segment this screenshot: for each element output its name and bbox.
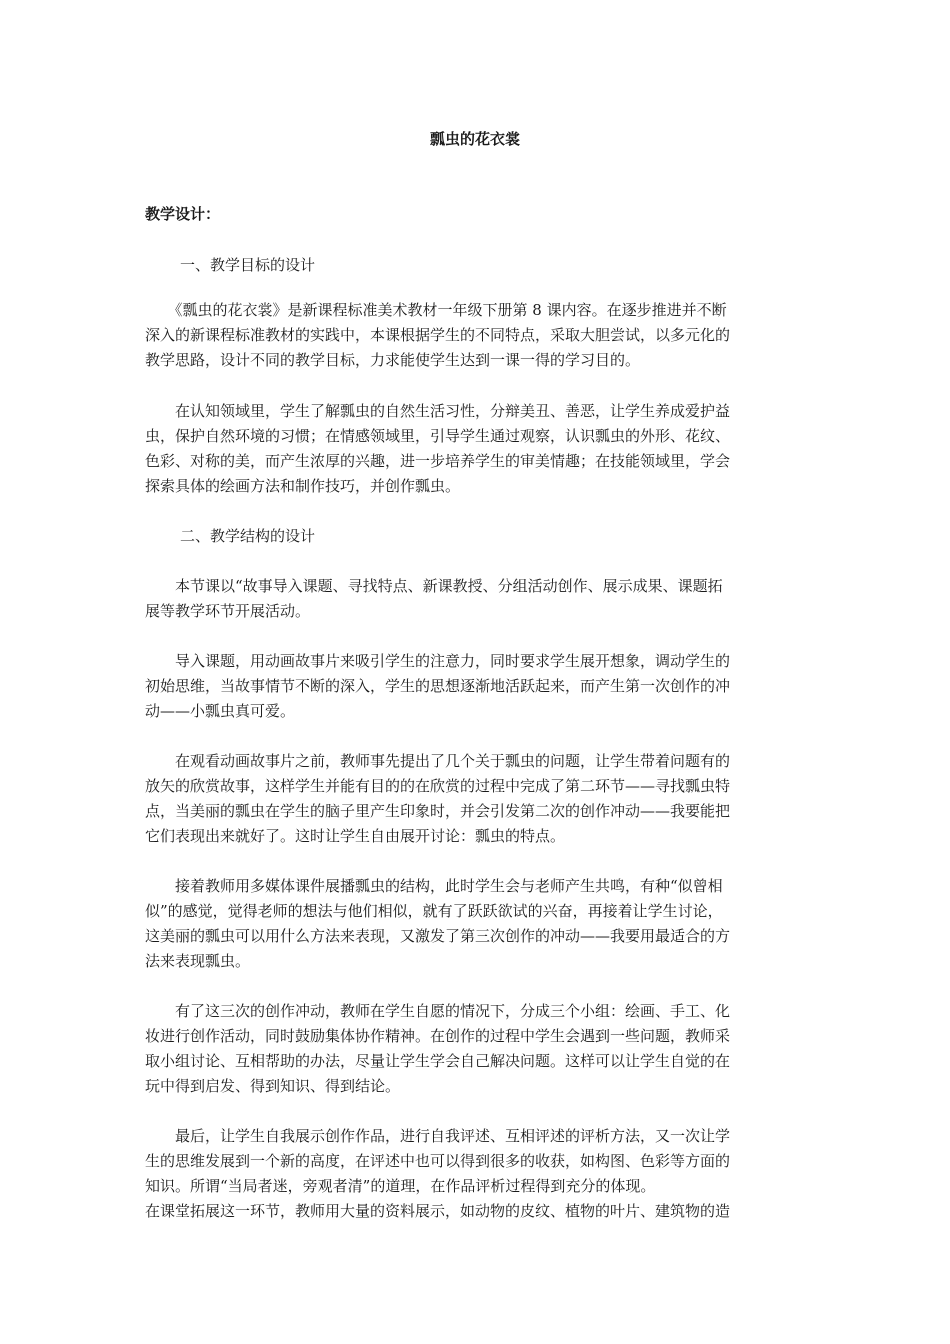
paragraph-3 [145,574,807,624]
subheading-teaching-goals: 一、教学目标的设计 [180,256,316,274]
paragraph-line: 接着教师用多媒体课件展播瓢虫的结构，此时学生会与老师产生共鸣，有种“似曾相 [145,877,723,895]
paragraph-line: 取小组讨论、互相帮助的办法，尽量让学生学会自己解决问题。这样可以让学生自觉的在 [145,1052,731,1070]
paragraph-line: 有了这三次的创作冲动，教师在学生自愿的情况下，分成三个小组：绘画、手工、化 [145,1002,731,1020]
paragraph-line: 探索具体的绘画方法和制作技巧，并创作瓢虫。 [145,477,461,495]
paragraph-line: 法来表现瓢虫。 [145,952,251,970]
paragraph-line: 教学思路，设计不同的教学目标，力求能使学生达到一课一得的学习目的。 [145,351,641,369]
paragraph-8 [145,1124,807,1224]
paragraph-line: 动——小瓢虫真可爱。 [145,702,296,720]
paragraph-line: 放矢的欣赏故事，这样学生并能有目的的在欣赏的过程中完成了第二环节——寻找瓢虫特 [145,777,731,795]
paragraph-line: 虫，保护自然环境的习惯；在情感领域里，引导学生通过观察，认识瓢虫的外形、花纹、 [145,427,731,445]
paragraph-line: 深入的新课程标准教材的实践中，本课根据学生的不同特点，采取大胆尝试，以多元化的 [145,326,731,344]
paragraph-line: 导入课题，用动画故事片来吸引学生的注意力，同时要求学生展开想象，调动学生的 [145,652,731,670]
paragraph-line: 《瓢虫的花衣裳》是新课程标准美术教材一年级下册第 8 课内容。在逐步推进并不断 [145,301,727,319]
paragraph-line: 展等教学环节开展活动。 [145,602,311,620]
paragraph-5 [145,749,807,849]
paragraph-line: 似”的感觉，觉得老师的想法与他们相似，就有了跃跃欲试的兴奋，再接着让学生讨论， [145,902,723,920]
paragraph-line: 它们表现出来就好了。这时让学生自由展开讨论：瓢虫的特点。 [145,827,566,845]
subheading-teaching-structure: 二、教学结构的设计 [180,527,316,545]
paragraph-line: 在观看动画故事片之前，教师事先提出了几个关于瓢虫的问题，让学生带着问题有的 [145,752,731,770]
paragraph-line: 最后，让学生自我展示创作作品，进行自我评述、互相评述的评析方法，又一次让学 [145,1127,731,1145]
paragraph-6 [145,874,807,974]
paragraph-line: 在课堂拓展这一环节，教师用大量的资料展示，如动物的皮纹、植物的叶片、建筑物的造 [145,1202,731,1220]
paragraph-4 [145,649,807,724]
paragraph-2 [145,399,807,499]
paragraph-line: 色彩、对称的美，而产生浓厚的兴趣，进一步培养学生的审美情趣；在技能领域里，学会 [145,452,731,470]
paragraph-line: 妆进行创作活动，同时鼓励集体协作精神。在创作的过程中学生会遇到一些问题，教师采 [145,1027,731,1045]
paragraph-7 [145,999,807,1099]
paragraph-line: 点，当美丽的瓢虫在学生的脑子里产生印象时，并会引发第二次的创作冲动——我要能把 [145,802,731,820]
section-heading: 教学设计： [145,205,221,223]
paragraph-line: 生的思维发展到一个新的高度，在评述中也可以得到很多的收获，如构图、色彩等方面的 [145,1152,731,1170]
document-title: 瓢虫的花衣裳 [429,130,520,148]
paragraph-1 [145,298,807,373]
paragraph-line: 知识。所谓“当局者迷，旁观者清”的道理，在作品评析过程得到充分的体现。 [145,1177,656,1195]
paragraph-line: 在认知领域里，学生了解瓢虫的自然生活习性，分辩美丑、善恶，让学生养成爱护益 [145,402,731,420]
paragraph-line: 初始思维，当故事情节不断的深入，学生的思想逐渐地活跃起来，而产生第一次创作的冲 [145,677,731,695]
paragraph-line: 玩中得到启发、得到知识、得到结论。 [145,1077,401,1095]
paragraph-line: 本节课以“故事导入课题、寻找特点、新课教授、分组活动创作、展示成果、课题拓 [145,577,723,595]
paragraph-line: 这美丽的瓢虫可以用什么方法来表现，又激发了第三次创作的冲动——我要用最适合的方 [145,927,731,945]
